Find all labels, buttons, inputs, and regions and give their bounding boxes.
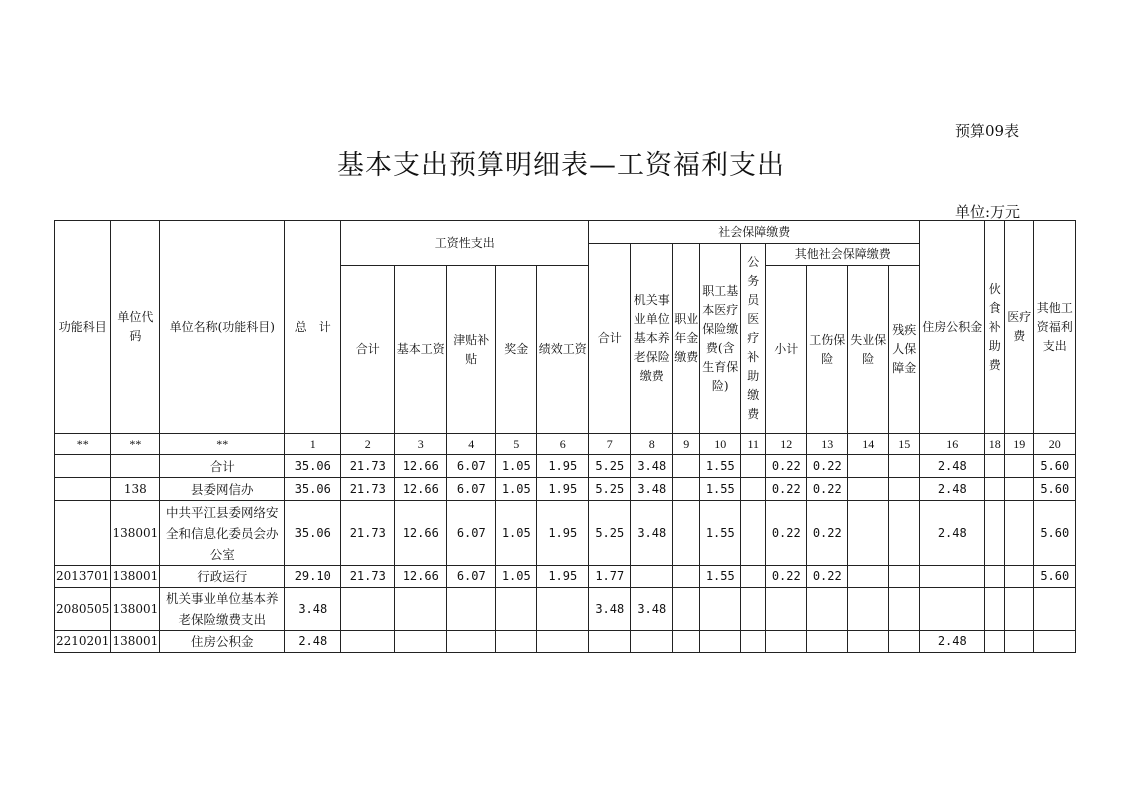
header-unemployment: 失业保险 xyxy=(848,266,889,434)
header-pension: 机关事业单位基本养老保险缴费 xyxy=(631,244,673,434)
table-row xyxy=(55,631,1076,653)
header-performance: 绩效工资 xyxy=(537,266,589,434)
value-cell xyxy=(341,631,395,653)
header-medical-fee: 医疗费 xyxy=(1005,221,1034,434)
value-cell: 2.48 xyxy=(920,501,985,566)
value-cell xyxy=(395,588,447,631)
index-cell: 4 xyxy=(447,434,496,455)
value-cell xyxy=(985,566,1005,588)
value-cell xyxy=(985,455,1005,478)
value-cell: 1.95 xyxy=(537,566,589,588)
index-cell: 3 xyxy=(395,434,447,455)
index-cell: 11 xyxy=(741,434,766,455)
index-cell: 13 xyxy=(807,434,848,455)
data-rows xyxy=(55,455,1076,653)
unit-name-cell: 住房公积金 xyxy=(160,631,285,653)
value-cell: 3.48 xyxy=(631,455,673,478)
func-code-cell: 2210201 xyxy=(55,631,111,653)
value-cell: 3.48 xyxy=(631,588,673,631)
index-cell: 14 xyxy=(848,434,889,455)
value-cell: 12.66 xyxy=(395,478,447,501)
value-cell xyxy=(1005,455,1034,478)
value-cell: 1.55 xyxy=(700,501,741,566)
value-cell xyxy=(341,588,395,631)
value-cell xyxy=(496,631,537,653)
header-unit-name: 单位名称(功能科目) xyxy=(160,221,285,434)
value-cell xyxy=(848,566,889,588)
value-cell: 12.66 xyxy=(395,566,447,588)
value-cell: 12.66 xyxy=(395,501,447,566)
index-cell: 9 xyxy=(673,434,700,455)
header-disabled: 残疾人保障金 xyxy=(889,266,920,434)
value-cell xyxy=(741,588,766,631)
value-cell xyxy=(1005,588,1034,631)
value-cell: 5.60 xyxy=(1034,566,1076,588)
value-cell xyxy=(496,588,537,631)
index-cell: 7 xyxy=(589,434,631,455)
func-code-cell: 2080505 xyxy=(55,588,111,631)
unit-code-cell: 138 xyxy=(111,478,160,501)
value-cell xyxy=(700,631,741,653)
value-cell: 0.22 xyxy=(766,501,807,566)
value-cell: 1.55 xyxy=(700,478,741,501)
header-other-subtotal: 小计 xyxy=(766,266,807,434)
header-other-social-group: 其他社会保障缴费 xyxy=(766,244,920,266)
header-bonus: 奖金 xyxy=(496,266,537,434)
value-cell xyxy=(889,631,920,653)
value-cell: 29.10 xyxy=(285,566,341,588)
value-cell xyxy=(807,588,848,631)
value-cell xyxy=(673,455,700,478)
func-code-cell xyxy=(55,501,111,566)
value-cell: 21.73 xyxy=(341,501,395,566)
index-cell: 20 xyxy=(1034,434,1076,455)
value-cell: 0.22 xyxy=(807,478,848,501)
value-cell: 1.77 xyxy=(589,566,631,588)
value-cell: 1.05 xyxy=(496,566,537,588)
value-cell xyxy=(741,478,766,501)
value-cell xyxy=(889,588,920,631)
value-cell xyxy=(848,631,889,653)
value-cell: 1.95 xyxy=(537,501,589,566)
value-cell xyxy=(889,478,920,501)
value-cell xyxy=(1005,501,1034,566)
page-title: 基本支出预算明细表—工资福利支出 xyxy=(337,150,785,181)
value-cell xyxy=(395,631,447,653)
unit-code-cell: 138001 xyxy=(111,566,160,588)
header-total: 总 计 xyxy=(285,221,341,434)
value-cell: 2.48 xyxy=(920,631,985,653)
index-cell: 12 xyxy=(766,434,807,455)
value-cell xyxy=(741,455,766,478)
value-cell xyxy=(985,631,1005,653)
budget-detail-table xyxy=(54,220,1076,653)
value-cell xyxy=(1034,588,1076,631)
value-cell xyxy=(889,566,920,588)
unit-code-cell: 138001 xyxy=(111,501,160,566)
value-cell: 35.06 xyxy=(285,455,341,478)
value-cell: 3.48 xyxy=(631,478,673,501)
value-cell xyxy=(848,478,889,501)
index-cell: 10 xyxy=(700,434,741,455)
header-func-code: 功能科目 xyxy=(55,221,111,434)
value-cell: 0.22 xyxy=(807,501,848,566)
value-cell xyxy=(1005,478,1034,501)
func-code-cell: 2013701 xyxy=(55,566,111,588)
table-row xyxy=(55,566,1076,588)
index-cell: 16 xyxy=(920,434,985,455)
value-cell xyxy=(920,566,985,588)
value-cell xyxy=(631,631,673,653)
value-cell xyxy=(673,588,700,631)
value-cell xyxy=(1005,631,1034,653)
index-cell: 18 xyxy=(985,434,1005,455)
value-cell: 5.60 xyxy=(1034,501,1076,566)
index-cell: ** xyxy=(55,434,111,455)
table-row xyxy=(55,501,1076,566)
value-cell xyxy=(985,588,1005,631)
form-number: 预算09表 xyxy=(955,122,1020,140)
value-cell: 5.25 xyxy=(589,455,631,478)
value-cell: 0.22 xyxy=(766,566,807,588)
header-meal-subsidy: 伙食补助费 xyxy=(985,221,1005,434)
value-cell: 0.22 xyxy=(766,478,807,501)
index-row xyxy=(55,434,1076,455)
header-civil-medical: 公务员医疗补助缴费 xyxy=(741,244,766,434)
value-cell: 35.06 xyxy=(285,501,341,566)
unit-code-cell: 138001 xyxy=(111,588,160,631)
index-row-group xyxy=(55,434,1076,455)
value-cell xyxy=(766,588,807,631)
unit-code-cell: 138001 xyxy=(111,631,160,653)
index-cell: 5 xyxy=(496,434,537,455)
value-cell: 3.48 xyxy=(285,588,341,631)
unit-label: 单位:万元 xyxy=(955,203,1021,221)
value-cell: 6.07 xyxy=(447,455,496,478)
value-cell xyxy=(447,631,496,653)
value-cell xyxy=(1005,566,1034,588)
header-unit-code: 单位代码 xyxy=(111,221,160,434)
value-cell: 1.05 xyxy=(496,455,537,478)
value-cell xyxy=(447,588,496,631)
value-cell xyxy=(807,631,848,653)
index-cell: 15 xyxy=(889,434,920,455)
index-cell: ** xyxy=(160,434,285,455)
value-cell xyxy=(673,478,700,501)
value-cell: 5.60 xyxy=(1034,478,1076,501)
value-cell: 0.22 xyxy=(766,455,807,478)
value-cell xyxy=(985,478,1005,501)
value-cell xyxy=(589,631,631,653)
value-cell xyxy=(537,588,589,631)
header-allowance: 津贴补贴 xyxy=(447,266,496,434)
header-social-total: 合计 xyxy=(589,244,631,434)
value-cell: 21.73 xyxy=(341,455,395,478)
value-cell xyxy=(848,501,889,566)
unit-name-cell: 机关事业单位基本养老保险缴费支出 xyxy=(160,588,285,631)
index-cell: 8 xyxy=(631,434,673,455)
value-cell: 21.73 xyxy=(341,478,395,501)
header-housing-fund: 住房公积金 xyxy=(920,221,985,434)
value-cell: 0.22 xyxy=(807,455,848,478)
value-cell xyxy=(631,566,673,588)
value-cell: 5.25 xyxy=(589,478,631,501)
value-cell: 5.60 xyxy=(1034,455,1076,478)
value-cell: 1.95 xyxy=(537,455,589,478)
value-cell: 1.55 xyxy=(700,566,741,588)
value-cell: 6.07 xyxy=(447,566,496,588)
value-cell xyxy=(741,631,766,653)
index-cell: 19 xyxy=(1005,434,1034,455)
table-row xyxy=(55,455,1076,478)
value-cell: 1.05 xyxy=(496,478,537,501)
header-salary-group: 工资性支出 xyxy=(341,221,589,266)
header-other-welfare: 其他工资福利支出 xyxy=(1034,221,1076,434)
value-cell: 6.07 xyxy=(447,501,496,566)
value-cell xyxy=(848,455,889,478)
value-cell: 12.66 xyxy=(395,455,447,478)
unit-code-cell xyxy=(111,455,160,478)
value-cell xyxy=(741,566,766,588)
unit-name-cell: 县委网信办 xyxy=(160,478,285,501)
value-cell: 1.95 xyxy=(537,478,589,501)
header-social-group: 社会保障缴费 xyxy=(589,221,920,244)
value-cell xyxy=(848,588,889,631)
value-cell: 2.48 xyxy=(920,455,985,478)
value-cell xyxy=(537,631,589,653)
value-cell xyxy=(673,566,700,588)
value-cell: 2.48 xyxy=(285,631,341,653)
value-cell xyxy=(766,631,807,653)
value-cell: 2.48 xyxy=(920,478,985,501)
value-cell xyxy=(985,501,1005,566)
unit-name-cell: 中共平江县委网络安全和信息化委员会办公室 xyxy=(160,501,285,566)
value-cell: 3.48 xyxy=(631,501,673,566)
value-cell xyxy=(1034,631,1076,653)
table-row xyxy=(55,588,1076,631)
header-injury: 工伤保险 xyxy=(807,266,848,434)
header-salary-total: 合计 xyxy=(341,266,395,434)
index-cell: 1 xyxy=(285,434,341,455)
index-cell: ** xyxy=(111,434,160,455)
value-cell xyxy=(920,588,985,631)
index-cell: 2 xyxy=(341,434,395,455)
value-cell xyxy=(700,588,741,631)
table-row xyxy=(55,478,1076,501)
header-annuity: 职业年金缴费 xyxy=(673,244,700,434)
value-cell: 6.07 xyxy=(447,478,496,501)
func-code-cell xyxy=(55,455,111,478)
func-code-cell xyxy=(55,478,111,501)
value-cell: 3.48 xyxy=(589,588,631,631)
index-cell: 6 xyxy=(537,434,589,455)
value-cell xyxy=(889,455,920,478)
value-cell xyxy=(889,501,920,566)
value-cell: 1.55 xyxy=(700,455,741,478)
unit-name-cell: 合计 xyxy=(160,455,285,478)
header-medical: 职工基本医疗保险缴费(含生育保险) xyxy=(700,244,741,434)
value-cell xyxy=(673,501,700,566)
value-cell xyxy=(741,501,766,566)
header-basic-salary: 基本工资 xyxy=(395,266,447,434)
value-cell: 1.05 xyxy=(496,501,537,566)
value-cell: 0.22 xyxy=(807,566,848,588)
value-cell xyxy=(673,631,700,653)
value-cell: 5.25 xyxy=(589,501,631,566)
value-cell: 35.06 xyxy=(285,478,341,501)
value-cell: 21.73 xyxy=(341,566,395,588)
unit-name-cell: 行政运行 xyxy=(160,566,285,588)
